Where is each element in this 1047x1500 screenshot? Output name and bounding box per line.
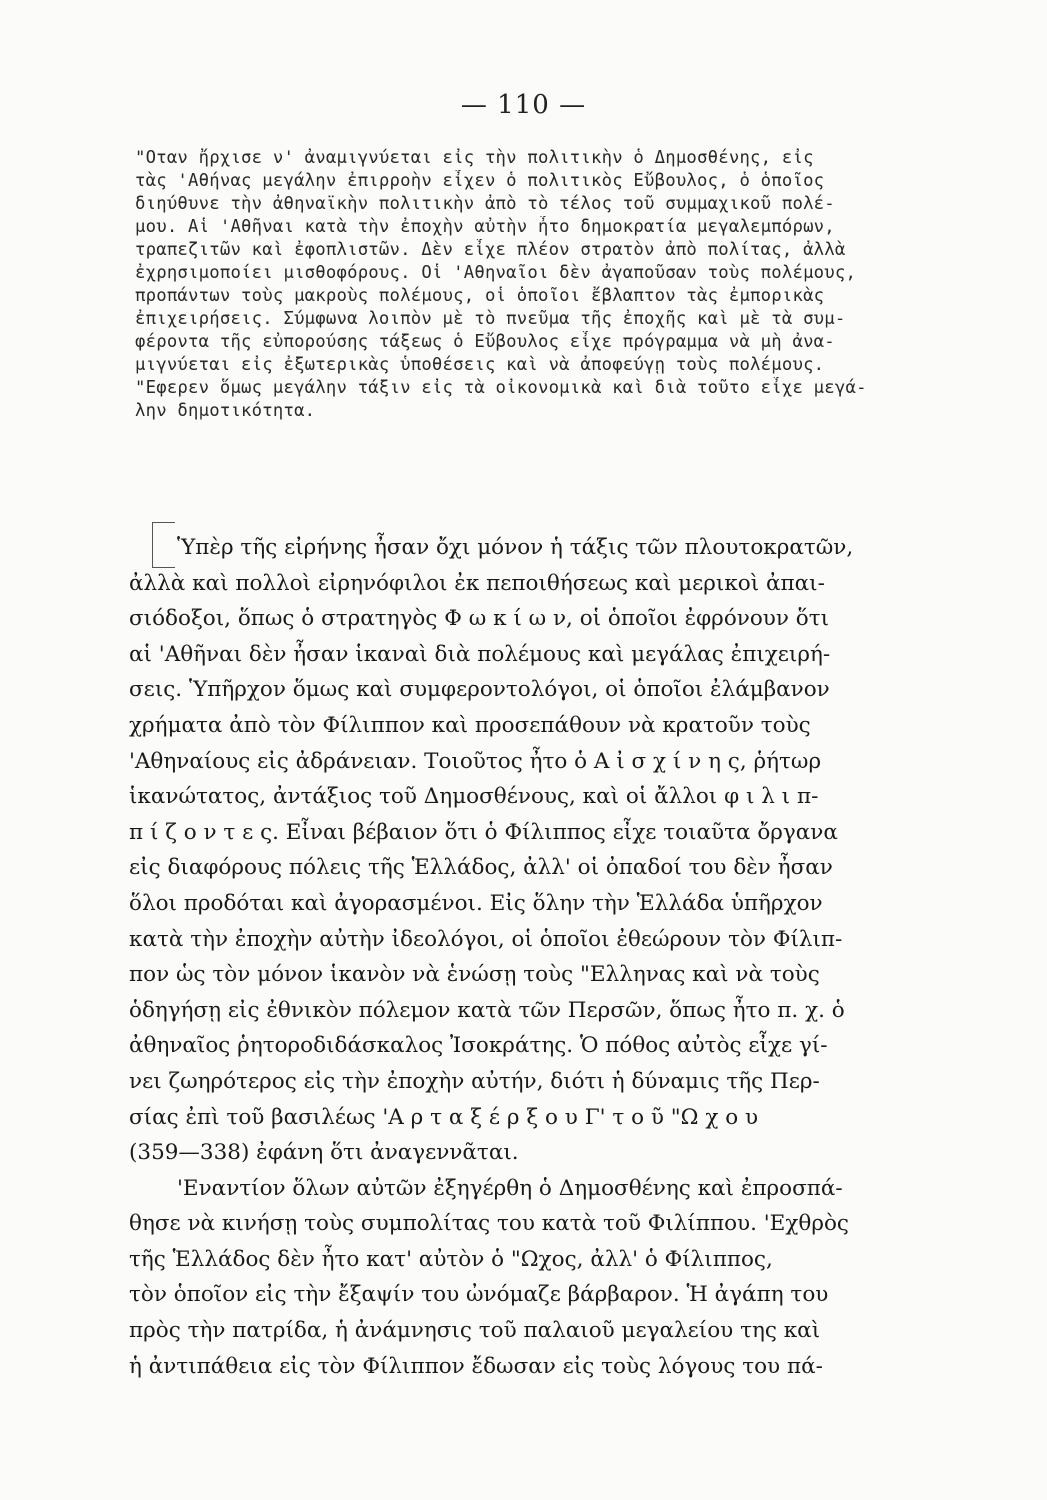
text-line: τὰς 'Αθήνας μεγάλην ἐπιρροὴν εἶχεν ὁ πολιτικὸς Εὔβουλος, ὁ ὁποῖος [135, 171, 825, 191]
text-line: πον ὡς τὸν μόνον ἱκανὸν νὰ ἑνώσῃ τοὺς "Ελληνας καὶ νὰ τοὺς [129, 962, 820, 988]
text-line: 'Εναντίον ὅλων αὐτῶν ἐξηγέρθη ὁ Δημοσθένης καὶ ἐπροσπά- [177, 1175, 843, 1201]
text-line: τῆς Ἑλλάδος δὲν ἦτο κατ' αὐτὸν ὁ "Ωχος, ἀλλ' ὁ Φίλιππος, [129, 1246, 773, 1272]
text-line: λην δημοτικότητα. [135, 401, 316, 421]
text-line: τραπεζιτῶν καὶ ἐφοπλιστῶν. Δὲν εἶχε πλέον στρατὸν ἀπὸ πολίτας, ἀλλὰ [135, 240, 846, 260]
text-line: ἀλλὰ καὶ πολλοὶ εἰρηνόφιλοι ἐκ πεποιθήσεως καὶ μερικοὶ ἀπαι- [129, 570, 825, 596]
intro-paragraph [135, 147, 1003, 423]
text-line: τὸν ὁποῖον εἰς τὴν ἔξαψίν του ὠνόμαζε βάρβαρον. Ἡ ἀγάπη του [129, 1282, 829, 1308]
text-line: φέροντα τῆς εὐπορούσης τάξεως ὁ Εὔβουλος εἶχε πρόγραμμα νὰ μὴ ἀνα- [135, 332, 835, 352]
text-line: (359—338) ἐφάνη ὅτι ἀναγεννᾶται. [129, 1140, 519, 1166]
text-line: π ί ζ ο ν τ ε ς. Εἶναι βέβαιον ὅτι ὁ Φίλιππος εἶχε τοιαῦτα ὄργανα [129, 819, 838, 845]
text-line: σίας ἐπὶ τοῦ βασιλέως 'Α ρ τ α ξ έ ρ ξ ο υ Γ' τ ο ῦ "Ω χ ο υ [129, 1104, 759, 1130]
text-line: ὁδηγήσῃ εἰς ἐθνικὸν πόλεμον κατὰ τῶν Περσῶν, ὅπως ἦτο π. χ. ὁ [129, 997, 845, 1023]
page-number: — 110 — [460, 90, 587, 120]
text-line: ἐχρησιμοποίει μισθοφόρους. Οἱ 'Αθηναῖοι δὲν ἀγαποῦσαν τοὺς πολέμους, [135, 263, 857, 283]
text-line: εἰς διαφόρους πόλεις τῆς Ἑλλάδος, ἀλλ' οἱ ὀπαδοί του δὲν ἦσαν [129, 855, 833, 881]
text-line: πρὸς τὴν πατρίδα, ἡ ἀνάμνησις τοῦ παλαιοῦ μεγαλείου της καὶ [129, 1318, 821, 1344]
text-line: κατὰ τὴν ἐποχὴν αὐτὴν ἰδεολόγοι, οἱ ὁποῖοι ἐθεώρουν τὸν Φίλιπ- [129, 926, 843, 952]
text-line: "Οταν ἤρχισε ν' ἀναμιγνύεται εἰς τὴν πολιτικὴν ὁ Δημοσθένης, εἰς [135, 148, 814, 168]
text-line: νει ζωηρότερος εἰς τὴν ἐποχὴν αὐτήν, διότι ἡ δύναμις τῆς Περ- [129, 1068, 820, 1094]
text-line: 'Αθηναίους εἰς ἀδράνειαν. Τοιοῦτος ἦτο ὁ Α ἰ σ χ ί ν η ς, ῥήτωρ [129, 748, 822, 774]
text-line: Ὑπὲρ τῆς εἰρήνης ἦσαν ὄχι μόνον ἡ τάξις τῶν πλουτοκρατῶν, [177, 535, 854, 560]
main-paragraph-2 [129, 1171, 1003, 1385]
main-body [129, 530, 1003, 1384]
text-line: ὅλοι προδόται καὶ ἀγορασμένοι. Εἰς ὅλην τὴν Ἑλλάδα ὑπῆρχον [129, 890, 823, 916]
text-line: αἱ 'Αθῆναι δὲν ἦσαν ἱκαναὶ διὰ πολέμους καὶ μεγάλας ἐπιχειρή- [129, 641, 831, 667]
text-line: ἐπιχειρήσεις. Σύμφωνα λοιπὸν μὲ τὸ πνεῦμα τῆς ἐποχῆς καὶ μὲ τὰ συμ- [135, 309, 846, 329]
text-line: μιγνύεται εἰς ἐξωτερικὰς ὑποθέσεις καὶ νὰ ἀποφεύγῃ τοὺς πολέμους. [135, 355, 825, 375]
text-line: σεις. Ὑπῆρχον ὅμως καὶ συμφεροντολόγοι, οἱ ὁποῖοι ἐλάμβανον [129, 677, 830, 703]
text-line: θησε νὰ κινήσῃ τοὺς συμπολίτας του κατὰ τοῦ Φιλίππου. 'Εχθρὸς [129, 1211, 849, 1237]
text-line: σιόδοξοι, ὅπως ὁ στρατηγὸς Φ ω κ ί ω ν, οἱ ὁποῖοι ἐφρόνουν ὅτι [129, 606, 830, 632]
text-line: ἱκανώτατος, ἀντάξιος τοῦ Δημοσθένους, καὶ οἱ ἄλλοι φ ι λ ι π- [129, 784, 819, 810]
text-line: "Εφερεν ὅμως μεγάλην τάξιν εἰς τὰ οἰκονομικὰ καὶ διὰ τοῦτο εἶχε μεγά- [135, 378, 867, 398]
text-line: διηύθυνε τὴν ἀθηναϊκὴν πολιτικὴν ἀπὸ τὸ τέλος τοῦ συμμαχικοῦ πολέ- [135, 194, 835, 214]
text-line: μου. Αἱ 'Αθῆναι κατὰ τὴν ἐποχὴν αὐτὴν ἦτο δημοκρατία μεγαλεμπόρων, [135, 217, 835, 237]
text-line: ἡ ἀντιπάθεια εἰς τὸν Φίλιππον ἔδωσαν εἰς τοὺς λόγους του πά- [129, 1353, 823, 1379]
main-paragraph-1 [129, 530, 1003, 1171]
text-line: ἀθηναῖος ῥητοροδιδάσκαλος Ἰσοκράτης. Ὁ πόθος αὐτὸς εἶχε γί- [129, 1033, 828, 1059]
text-line: προπάντων τοὺς μακροὺς πολέμους, οἱ ὁποῖοι ἔβλαπτον τὰς ἐμπορικὰς [135, 286, 825, 306]
text-line: χρήματα ἀπὸ τὸν Φίλιππον καὶ προσεπάθουν νὰ κρατοῦν τοὺς [129, 712, 811, 738]
